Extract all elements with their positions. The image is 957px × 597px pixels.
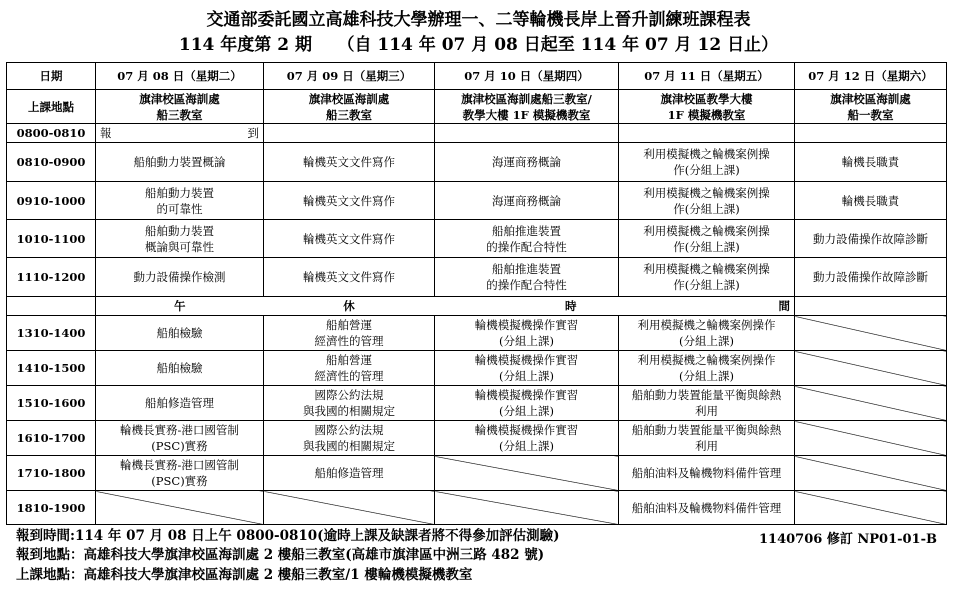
location-line: 旗津校區海訓處 <box>830 91 911 106</box>
course-cell <box>96 143 264 182</box>
course-text: 的操作配合特性 <box>486 278 567 292</box>
date-cell: 07 月 09 日（星期三） <box>264 63 435 90</box>
course-cell <box>96 258 264 297</box>
schedule-row <box>7 351 947 386</box>
lunch-cell: 午 <box>96 297 264 316</box>
course-cell <box>264 386 435 421</box>
empty-slot <box>435 491 619 525</box>
report-left-char: 報 <box>100 126 112 140</box>
empty-slot <box>795 386 947 421</box>
course-text: (分組上課) <box>499 439 554 453</box>
schedule-row <box>7 220 947 258</box>
course-text: (PSC)實務 <box>151 474 208 488</box>
course-text: 利用 <box>695 439 718 453</box>
time-slot: 1110-1200 <box>7 258 96 297</box>
location-cell <box>96 90 264 124</box>
schedule-row <box>7 491 947 525</box>
course-cell <box>619 351 795 386</box>
course-text: 輪機模擬機操作實習 <box>474 318 579 332</box>
course-cell <box>795 220 947 258</box>
location-line: 旗津校區海訓處 <box>139 91 220 106</box>
location-line: 旗津校區教學大樓 <box>660 91 753 106</box>
schedule-row <box>7 182 947 220</box>
course-cell <box>96 316 264 351</box>
empty-slot <box>435 456 619 491</box>
course-text: 輪機英文文件寫作 <box>303 155 395 169</box>
course-text: 經濟性的管理 <box>314 334 384 348</box>
report-place-note: 報到地點：高雄科技大學旗津校區海訓處 2 樓船三教室(高雄市旗津區中洲三路 482 號) <box>16 547 545 563</box>
time-slot: 1710-1800 <box>7 456 96 491</box>
course-cell <box>795 182 947 220</box>
course-text: 船舶推進裝置 <box>492 223 561 238</box>
course-cell <box>619 143 795 182</box>
schedule-row <box>7 456 947 491</box>
course-cell <box>795 258 947 297</box>
course-cell <box>264 220 435 258</box>
course-text: 利用模擬機之輪機案例操 <box>643 185 770 200</box>
class-place-note: 上課地點：高雄科技大學旗津校區海訓處 2 樓船三教室/1 樓輪機模擬機教室 <box>16 567 473 583</box>
date-cell: 07 月 10 日（星期四） <box>435 63 619 90</box>
course-cell <box>619 182 795 220</box>
course-text: 船舶動力裝置 <box>145 223 214 238</box>
empty-cell <box>619 124 795 143</box>
course-text: (分組上課) <box>679 369 734 383</box>
course-cell <box>795 143 947 182</box>
location-cell <box>435 90 619 124</box>
empty-slot <box>264 491 435 525</box>
course-cell <box>619 386 795 421</box>
course-text: 利用 <box>695 404 718 418</box>
schedule-row <box>7 316 947 351</box>
course-text: 動力設備操作故障診斷 <box>813 231 928 246</box>
report-cell <box>96 124 264 143</box>
course-text: 國際公約法規 <box>314 388 384 402</box>
course-cell <box>619 258 795 297</box>
time-slot: 1510-1600 <box>7 386 96 421</box>
time-slot: 1410-1500 <box>7 351 96 386</box>
course-text: 船舶營運 <box>326 318 372 332</box>
time-slot: 1010-1100 <box>7 220 96 258</box>
course-text: 海運商務概論 <box>492 193 561 208</box>
course-cell <box>96 386 264 421</box>
course-text: 船舶修造管理 <box>145 396 214 410</box>
course-cell <box>264 421 435 456</box>
course-text: (分組上課) <box>499 404 554 418</box>
course-text: 作(分組上課) <box>673 163 740 177</box>
course-text: 作(分組上課) <box>673 201 740 216</box>
course-text: 動力設備操作檢測 <box>133 270 226 284</box>
location-header-row <box>7 90 947 124</box>
course-cell <box>435 258 619 297</box>
course-text: 與我國的相關規定 <box>303 439 395 453</box>
date-cell: 07 月 12 日（星期六） <box>795 63 947 90</box>
course-cell <box>96 351 264 386</box>
report-right-char: 到 <box>247 126 259 140</box>
empty-slot <box>795 456 947 491</box>
course-cell <box>619 421 795 456</box>
report-time-note: 報到時間:114 年 07 月 08 日上午 0800-0810(逾時上課及缺課者將不得參加評估測驗) <box>16 528 560 544</box>
course-cell <box>619 456 795 491</box>
document-title: 交通部委託國立高雄科技大學辦理一、二等輪機長岸上晉升訓練班課程表 <box>206 10 751 30</box>
course-cell <box>435 143 619 182</box>
empty-cell <box>435 124 619 143</box>
lunch-cell <box>795 297 947 316</box>
schedule-row <box>7 421 947 456</box>
course-text: 動力設備操作故障診斷 <box>813 270 928 284</box>
location-cell <box>795 90 947 124</box>
course-text: (分組上課) <box>679 334 734 348</box>
course-text: 船舶營運 <box>326 353 372 367</box>
course-text: 輪機長職責 <box>841 155 900 169</box>
schedule-row <box>7 143 947 182</box>
course-cell <box>435 182 619 220</box>
course-cell <box>264 351 435 386</box>
time-slot: 1310-1400 <box>7 316 96 351</box>
time-slot: 0800-0810 <box>7 124 96 143</box>
course-text: 船舶動力裝置能量平衡與餘熱 <box>631 388 782 402</box>
course-cell <box>96 220 264 258</box>
course-text: 輪機英文文件寫作 <box>303 193 395 208</box>
course-text: 國際公約法規 <box>314 423 384 437</box>
course-cell <box>264 258 435 297</box>
course-text: 船舶動力裝置 <box>145 185 214 200</box>
course-cell <box>435 316 619 351</box>
empty-slot <box>96 491 264 525</box>
course-text: 船舶檢驗 <box>156 326 203 340</box>
empty-slot <box>795 316 947 351</box>
date-cell: 07 月 08 日（星期二） <box>96 63 264 90</box>
course-text: 船舶檢驗 <box>156 361 203 375</box>
location-line: 旗津校區海訓處 <box>308 91 390 106</box>
time-slot: 0910-1000 <box>7 182 96 220</box>
location-line: 船三教室 <box>156 107 203 122</box>
location-cell <box>264 90 435 124</box>
course-text: (分組上課) <box>499 369 554 383</box>
course-text: 利用模擬機之輪機案例操 <box>643 147 770 161</box>
course-cell <box>435 351 619 386</box>
empty-slot <box>795 351 947 386</box>
course-text: 輪機長實務-港口國管制 <box>120 423 239 437</box>
course-text: 輪機長職責 <box>841 193 900 208</box>
course-cell <box>435 386 619 421</box>
course-text: 船舶動力裝置概論 <box>133 155 226 169</box>
course-text: 利用模擬機之輪機案例操 <box>643 223 770 238</box>
course-cell <box>619 220 795 258</box>
course-text: (PSC)實務 <box>151 439 208 453</box>
course-text: (分組上課) <box>499 334 554 348</box>
course-text: 船舶動力裝置能量平衡與餘熱 <box>631 423 782 437</box>
report-row <box>7 124 947 143</box>
lunch-cell: 間 <box>619 297 795 316</box>
lunch-cell: 休 <box>264 297 435 316</box>
date-label: 日期 <box>7 63 96 90</box>
time-slot: 0810-0900 <box>7 143 96 182</box>
course-text: 利用模擬機之輪機案例操作 <box>637 353 776 367</box>
lunch-cell: 時 <box>435 297 619 316</box>
location-label: 上課地點 <box>7 90 96 124</box>
course-text: 經濟性的管理 <box>314 369 384 383</box>
lunch-row <box>7 297 947 316</box>
course-text: 輪機長實務-港口國管制 <box>120 458 239 472</box>
time-slot: 1610-1700 <box>7 421 96 456</box>
course-text: 概論與可靠性 <box>145 239 214 254</box>
course-text: 船舶油料及輪機物料備件管理 <box>631 466 782 480</box>
course-cell <box>96 456 264 491</box>
course-text: 作(分組上課) <box>673 239 740 254</box>
course-text: 與我國的相關規定 <box>303 404 395 418</box>
course-text: 輪機模擬機操作實習 <box>474 423 579 437</box>
location-line: 教學大樓 1F 模擬機教室 <box>462 107 591 122</box>
location-line: 船一教室 <box>847 107 894 122</box>
course-text: 利用模擬機之輪機案例操 <box>643 262 770 276</box>
course-cell <box>264 316 435 351</box>
course-text: 利用模擬機之輪機案例操作 <box>637 318 776 332</box>
revision-code: 1140706 修訂 NP01-01-B <box>759 532 937 547</box>
location-line: 旗津校區海訓處船三教室/ <box>461 91 592 106</box>
location-line: 船三教室 <box>326 107 372 122</box>
course-text: 的操作配合特性 <box>486 239 567 254</box>
schedule-row <box>7 386 947 421</box>
empty-slot <box>795 491 947 525</box>
date-cell: 07 月 11 日（星期五） <box>619 63 795 90</box>
time-slot: 1810-1900 <box>7 491 96 525</box>
course-text: 的可靠性 <box>156 201 203 216</box>
schedule-row <box>7 258 947 297</box>
schedule-table <box>6 62 947 525</box>
course-cell <box>435 421 619 456</box>
course-text: 輪機英文文件寫作 <box>303 231 395 246</box>
course-cell <box>264 182 435 220</box>
course-text: 船舶修造管理 <box>314 466 384 480</box>
course-cell <box>435 220 619 258</box>
course-cell <box>619 491 795 525</box>
location-line: 1F 模擬機教室 <box>667 107 746 122</box>
course-cell <box>96 421 264 456</box>
course-text: 輪機模擬機操作實習 <box>474 353 579 367</box>
date-header-row <box>7 63 947 90</box>
course-cell <box>264 456 435 491</box>
course-cell <box>619 316 795 351</box>
course-text: 作(分組上課) <box>673 278 740 292</box>
course-cell <box>96 182 264 220</box>
course-text: 船舶油料及輪機物料備件管理 <box>631 500 782 515</box>
lunch-cell <box>7 297 96 316</box>
document-subtitle: 114 年度第 2 期 （自 114 年 07 月 08 日起至 114 年 07 月 12 日止） <box>178 35 779 55</box>
course-text: 海運商務概論 <box>492 155 561 169</box>
course-cell <box>264 143 435 182</box>
course-text: 輪機英文文件寫作 <box>303 270 395 284</box>
empty-slot <box>795 421 947 456</box>
location-cell <box>619 90 795 124</box>
empty-cell <box>264 124 435 143</box>
course-text: 輪機模擬機操作實習 <box>474 388 579 402</box>
course-text: 船舶推進裝置 <box>492 262 561 276</box>
empty-cell <box>795 124 947 143</box>
